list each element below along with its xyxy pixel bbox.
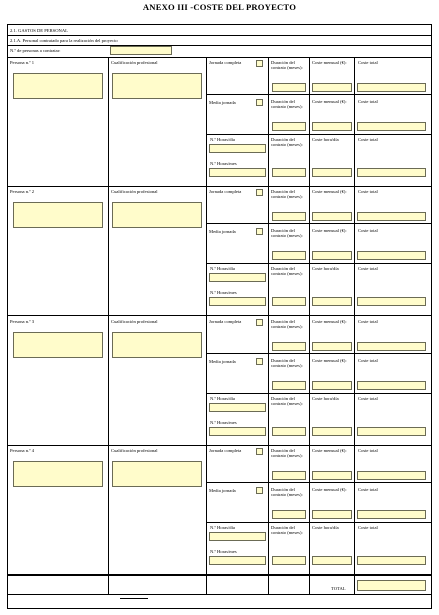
num-personas-label: N.º de personas a contratar: [10, 48, 61, 53]
duracion-input[interactable] [272, 427, 306, 436]
coste-mensual-label: Coste mensual (€): [312, 189, 347, 194]
duracion-input[interactable] [272, 212, 306, 221]
duracion-input[interactable] [272, 471, 306, 480]
coste-mensual-input[interactable] [312, 212, 352, 221]
media-jornada-label: Media jornada [209, 100, 236, 105]
coste-hora-input[interactable] [312, 168, 352, 177]
coste-hora-label: Coste hora/día [312, 266, 339, 271]
horas-dia-input[interactable] [209, 532, 266, 541]
divider [206, 223, 432, 224]
num-personas-input[interactable] [110, 46, 172, 55]
divider [354, 57, 355, 186]
divider [108, 57, 109, 186]
divider [354, 316, 355, 445]
divider [108, 575, 109, 594]
coste-mensual-input[interactable] [312, 471, 352, 480]
coste-mensual-input[interactable] [312, 251, 352, 260]
duracion-label: Duración del contrato (meses): [271, 99, 303, 110]
coste-total-label: Coste total [358, 448, 378, 453]
jornada-completa-checkbox[interactable] [256, 189, 263, 196]
duracion-label: Duración del contrato (meses): [271, 189, 303, 200]
divider [206, 393, 432, 394]
duracion-label: Duración del contrato (meses): [271, 228, 303, 239]
media-jornada-label: Media jornada [209, 359, 236, 364]
coste-total-label: Coste total [358, 137, 378, 142]
qualification-input[interactable] [112, 332, 202, 358]
coste-total-input[interactable] [357, 122, 426, 131]
divider [206, 94, 432, 95]
section-label: 2.1. GASTOS DE PERSONAL [10, 28, 68, 33]
coste-total-input[interactable] [357, 471, 426, 480]
coste-total-input[interactable] [357, 168, 426, 177]
duracion-input[interactable] [272, 381, 306, 390]
qualification-label: Cualificación profesional [111, 319, 158, 324]
coste-hora-label: Coste hora/día [312, 137, 339, 142]
qualification-label: Cualificación profesional [111, 189, 158, 194]
qualification-label: Cualificación profesional [111, 448, 158, 453]
coste-total-input[interactable] [357, 297, 426, 306]
duracion-input[interactable] [272, 342, 306, 351]
coste-total-label: Coste total [358, 189, 378, 194]
coste-total-label: Coste total [358, 319, 378, 324]
coste-total-label: Coste total [358, 266, 378, 271]
duracion-input[interactable] [272, 83, 306, 92]
horas-mes-input[interactable] [209, 427, 266, 436]
divider [309, 445, 310, 574]
divider [206, 316, 207, 445]
duracion-label: Duración del contrato (meses): [271, 487, 303, 498]
coste-mensual-input[interactable] [312, 381, 352, 390]
divider [354, 575, 355, 594]
divider [206, 445, 207, 574]
divider [354, 445, 355, 574]
coste-hora-input[interactable] [312, 556, 352, 565]
horas-mes-input[interactable] [209, 297, 266, 306]
duracion-label: Duración del contrato (meses): [271, 137, 303, 148]
page-title: ANEXO III -COSTE DEL PROYECTO [142, 2, 297, 12]
qualification-label: Cualificación profesional [111, 60, 158, 65]
duracion-label: Duración del contrato (meses): [271, 525, 303, 536]
jornada-completa-label: Jornada completa [209, 189, 242, 194]
divider [7, 575, 432, 576]
divider [309, 575, 310, 594]
jornada-completa-label: Jornada completa [209, 319, 242, 324]
media-jornada-checkbox[interactable] [256, 487, 263, 494]
divider [206, 522, 432, 523]
divider [7, 315, 432, 316]
duracion-label: Duración del contrato (meses): [271, 266, 303, 277]
duracion-input[interactable] [272, 556, 306, 565]
horas-mes-input[interactable] [209, 168, 266, 177]
person-label: Persona n.º 3 [10, 319, 35, 324]
divider [309, 57, 310, 186]
horas-dia-label: N.º Horas/día [210, 137, 235, 142]
coste-total-label: Coste total [358, 99, 378, 104]
horas-mes-label: N.º Horas/mes [210, 290, 237, 295]
divider [7, 57, 432, 58]
jornada-completa-checkbox[interactable] [256, 60, 263, 67]
coste-total-label: Coste total [358, 487, 378, 492]
coste-mensual-label: Coste mensual (€): [312, 228, 347, 233]
divider [206, 482, 432, 483]
coste-hora-input[interactable] [312, 427, 352, 436]
duracion-input[interactable] [272, 297, 306, 306]
coste-total-input[interactable] [357, 556, 426, 565]
person-name-input[interactable] [13, 73, 103, 99]
person-label: Persona n.º 1 [10, 60, 35, 65]
divider [206, 263, 432, 264]
divider [268, 186, 269, 315]
jornada-completa-checkbox[interactable] [256, 319, 263, 326]
media-jornada-label: Media jornada [209, 488, 236, 493]
divider [206, 57, 207, 186]
person-name-input[interactable] [13, 461, 103, 487]
qualification-input[interactable] [112, 73, 202, 99]
person-name-input[interactable] [13, 332, 103, 358]
duracion-label: Duración del contrato (meses): [271, 319, 303, 330]
divider [268, 445, 269, 574]
coste-total-input[interactable] [357, 251, 426, 260]
duracion-label: Duración del contrato (meses): [271, 448, 303, 459]
coste-total-label: Coste total [358, 396, 378, 401]
coste-mensual-label: Coste mensual (€): [312, 358, 347, 363]
coste-mensual-input[interactable] [312, 83, 352, 92]
divider [309, 316, 310, 445]
coste-total-label: Coste total [358, 60, 378, 65]
qualification-input[interactable] [112, 202, 202, 228]
coste-total-input[interactable] [357, 381, 426, 390]
media-jornada-checkbox[interactable] [256, 99, 263, 106]
divider [354, 186, 355, 315]
coste-hora-label: Coste hora/día [312, 525, 339, 530]
jornada-completa-label: Jornada completa [209, 448, 242, 453]
coste-total-input[interactable] [357, 427, 426, 436]
horas-dia-input[interactable] [209, 273, 266, 282]
divider [108, 316, 109, 445]
duracion-input[interactable] [272, 251, 306, 260]
horas-mes-input[interactable] [209, 556, 266, 565]
divider [206, 575, 207, 594]
horas-dia-input[interactable] [209, 403, 266, 412]
jornada-completa-checkbox[interactable] [256, 448, 263, 455]
person-label: Persona n.º 4 [10, 448, 35, 453]
coste-total-label: Coste total [358, 228, 378, 233]
jornada-completa-label: Jornada completa [209, 60, 242, 65]
coste-hora-label: Coste hora/día [312, 396, 339, 401]
coste-mensual-label: Coste mensual (€): [312, 448, 347, 453]
horas-dia-input[interactable] [209, 144, 266, 153]
coste-total-input[interactable] [357, 212, 426, 221]
horas-mes-label: N.º Horas/mes [210, 420, 237, 425]
divider [120, 598, 148, 599]
coste-total-label: Coste total [358, 358, 378, 363]
coste-total-input[interactable] [357, 342, 426, 351]
divider [206, 186, 207, 315]
divider [7, 45, 432, 46]
divider [268, 575, 269, 594]
horas-mes-label: N.º Horas/mes [210, 161, 237, 166]
duracion-label: Duración del contrato (meses): [271, 358, 303, 369]
subsection-label: 2.1.A. Personal contratado para la realización del proyecto [10, 38, 118, 43]
coste-total-input[interactable] [357, 510, 426, 519]
divider [7, 186, 432, 187]
coste-mensual-label: Coste mensual (€): [312, 99, 347, 104]
divider [7, 445, 432, 446]
horas-dia-label: N.º Horas/día [210, 525, 235, 530]
horas-dia-label: N.º Horas/día [210, 396, 235, 401]
coste-total-label: Coste total [358, 525, 378, 530]
media-jornada-checkbox[interactable] [256, 358, 263, 365]
horas-dia-label: N.º Horas/día [210, 266, 235, 271]
duracion-label: Duración del contrato (meses): [271, 396, 303, 407]
horas-mes-label: N.º Horas/mes [210, 549, 237, 554]
qualification-input[interactable] [112, 461, 202, 487]
media-jornada-checkbox[interactable] [256, 228, 263, 235]
total-input[interactable] [357, 580, 426, 591]
coste-mensual-input[interactable] [312, 510, 352, 519]
divider [108, 186, 109, 315]
coste-mensual-label: Coste mensual (€): [312, 319, 347, 324]
divider [268, 316, 269, 445]
divider [108, 445, 109, 574]
coste-mensual-input[interactable] [312, 122, 352, 131]
divider [7, 35, 432, 36]
total-label: TOTAL [331, 586, 346, 591]
coste-mensual-label: Coste mensual (€): [312, 487, 347, 492]
divider [309, 186, 310, 315]
coste-total-input[interactable] [357, 83, 426, 92]
coste-mensual-input[interactable] [312, 342, 352, 351]
coste-hora-input[interactable] [312, 297, 352, 306]
divider [7, 594, 432, 595]
duracion-label: Duración del contrato (meses): [271, 60, 303, 71]
divider [206, 134, 432, 135]
coste-mensual-label: Coste mensual (€): [312, 60, 347, 65]
person-name-input[interactable] [13, 202, 103, 228]
divider [206, 353, 432, 354]
divider [268, 57, 269, 186]
duracion-input[interactable] [272, 510, 306, 519]
duracion-input[interactable] [272, 168, 306, 177]
person-label: Persona n.º 2 [10, 189, 35, 194]
duracion-input[interactable] [272, 122, 306, 131]
media-jornada-label: Media jornada [209, 229, 236, 234]
